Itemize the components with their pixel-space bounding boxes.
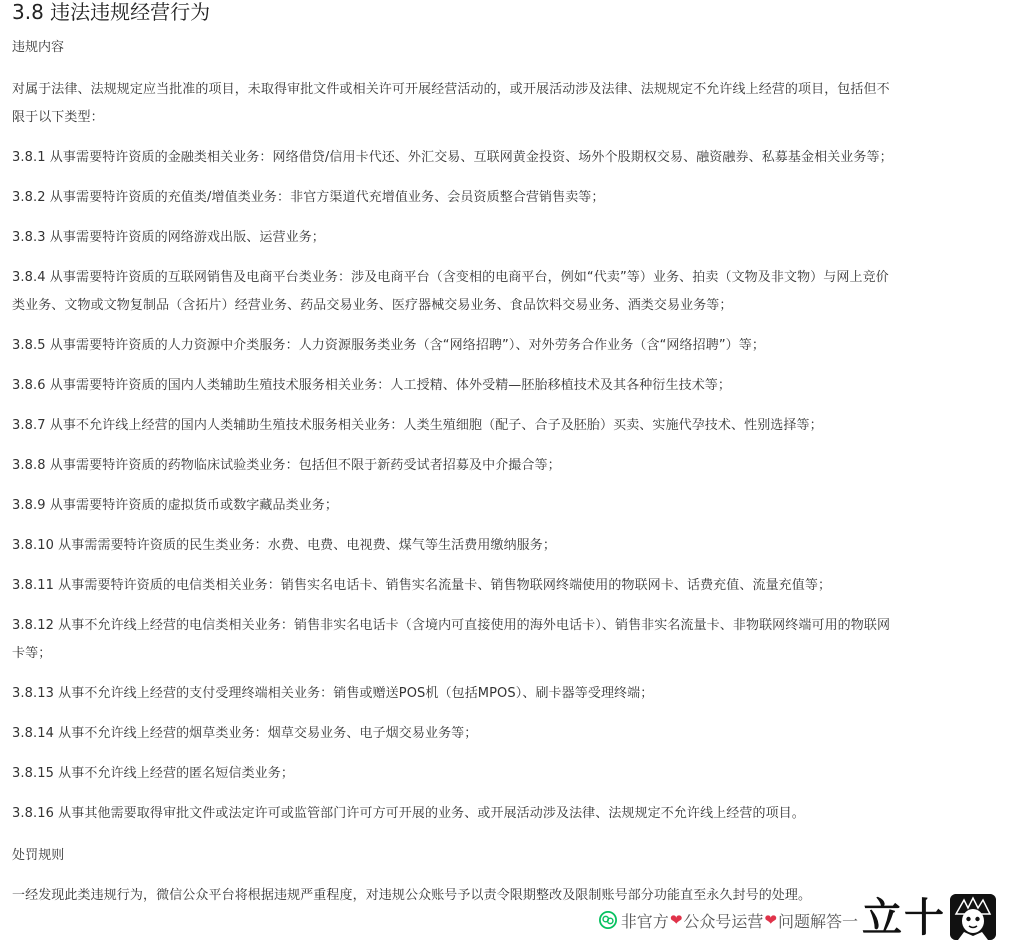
avatar-icon — [950, 894, 996, 940]
item-line: 3.8.13 从事不允许线上经营的支付受理终端相关业务：销售或赠送POS机（包括MPOS）、刷卡器等受理终端； — [12, 686, 654, 701]
list-item-3-8-12 — [12, 612, 982, 668]
penalty-paragraph: 一经发现此类违规行为，微信公众平台将根据违规严重程度，对违规公众账号予以责令限期整改及限制账号部分功能直至永久封号的处理。 — [12, 888, 812, 903]
list-item-3-8-5 — [12, 332, 982, 360]
list-item-3-8-9 — [12, 492, 982, 520]
item-list — [12, 144, 982, 828]
watermark-part-1: 非官方 — [620, 911, 669, 931]
wechat-logo-icon — [599, 911, 617, 929]
list-item-3-8-13 — [12, 680, 982, 708]
list-item-3-8-11 — [12, 572, 982, 600]
intro-paragraph — [12, 76, 982, 132]
item-line: 3.8.16 从事其他需要取得审批文件或法定许可或监管部门许可方可开展的业务、或开展活动涉及法律、法规规定不允许线上经营的项目。 — [12, 806, 805, 821]
item-line: 3.8.9 从事需要特许资质的虚拟货币或数字藏品类业务； — [12, 498, 339, 513]
item-line: 3.8.2 从事需要特许资质的充值类/增值类业务：非官方渠道代充增值业务、会员资质整合营销售卖等； — [12, 190, 605, 205]
watermark-brand: 立十 — [862, 895, 946, 941]
section-label-penalty: 处罚规则 — [12, 848, 65, 863]
list-item-3-8-14 — [12, 720, 982, 748]
heart-icon: ❤ — [764, 911, 777, 929]
item-line: 3.8.11 从事需要特许资质的电信类相关业务：销售实名电话卡、销售实名流量卡、销售物联网终端使用的物联网卡、话费充值、流量充值等； — [12, 578, 832, 593]
list-item-3-8-7 — [12, 412, 982, 440]
watermark-caption — [599, 906, 858, 940]
list-item-3-8-10 — [12, 532, 982, 560]
item-line: 3.8.14 从事不允许线上经营的烟草类业务：烟草交易业务、电子烟交易业务等； — [12, 726, 478, 741]
item-line: 3.8.4 从事需要特许资质的互联网销售及电商平台类业务：涉及电商平台（含变相的电商平台，例如“代卖”等）业务、拍卖（文物及非文物）与网上竞价 — [12, 270, 889, 285]
item-line: 卡等； — [12, 646, 52, 661]
page-title: 3.8 违法违规经营行为 — [12, 0, 211, 24]
item-line: 3.8.6 从事需要特许资质的国内人类辅助生殖技术服务相关业务：人工授精、体外受精—胚胎移植技术及其各种衍生技术等； — [12, 378, 732, 393]
section-label-violation: 违规内容 — [12, 40, 65, 55]
list-item-3-8-15 — [12, 760, 982, 788]
intro-line: 限于以下类型： — [12, 110, 104, 125]
heart-icon: ❤ — [669, 911, 683, 929]
list-item-3-8-1 — [12, 144, 982, 172]
intro-line: 对属于法律、法规规定应当批准的项目，未取得审批文件或相关许可开展经营活动的，或开展活动涉及法律、法规规定不允许线上经营的项目，包括但不 — [12, 82, 890, 97]
item-line: 3.8.8 从事需要特许资质的药物临床试验类业务：包括但不限于新药受试者招募及中介撮合等； — [12, 458, 561, 473]
list-item-3-8-16 — [12, 800, 982, 828]
item-line: 3.8.12 从事不允许线上经营的电信类相关业务：销售非实名电话卡（含境内可直接使用的海外电话卡）、销售非实名流量卡、非物联网终端可用的物联网 — [12, 618, 891, 633]
item-line: 类业务、文物或文物复制品（含拓片）经营业务、药品交易业务、医疗器械交易业务、食品饮料交易业务、酒类交易业务等； — [12, 298, 733, 313]
list-item-3-8-6 — [12, 372, 982, 400]
watermark — [599, 888, 996, 940]
item-line: 3.8.1 从事需要特许资质的金融类相关业务：网络借贷/信用卡代还、外汇交易、互联网黄金投资、场外个股期权交易、融资融券、私募基金相关业务等； — [12, 150, 893, 165]
watermark-part-2: 公众号运营 — [683, 911, 764, 931]
document — [12, 0, 982, 910]
list-item-3-8-8 — [12, 452, 982, 480]
list-item-3-8-4 — [12, 264, 982, 320]
list-item-3-8-3 — [12, 224, 982, 252]
watermark-part-3: 问题解答一 — [777, 911, 858, 931]
item-line: 3.8.5 从事需要特许资质的人力资源中介类服务：人力资源服务类业务（含“网络招聘”）、对外劳务合作业务（含“网络招聘”）等； — [12, 338, 765, 353]
item-line: 3.8.10 从事需需要特许资质的民生类业务：水费、电费、电视费、煤气等生活费用缴纳服务； — [12, 538, 556, 553]
item-line: 3.8.7 从事不允许线上经营的国内人类辅助生殖技术服务相关业务：人类生殖细胞（配子、合子及胚胎）买卖、实施代孕技术、性别选择等； — [12, 418, 823, 433]
list-item-3-8-2 — [12, 184, 982, 212]
item-line: 3.8.3 从事需要特许资质的网络游戏出版、运营业务； — [12, 230, 325, 245]
item-line: 3.8.15 从事不允许线上经营的匿名短信类业务； — [12, 766, 294, 781]
